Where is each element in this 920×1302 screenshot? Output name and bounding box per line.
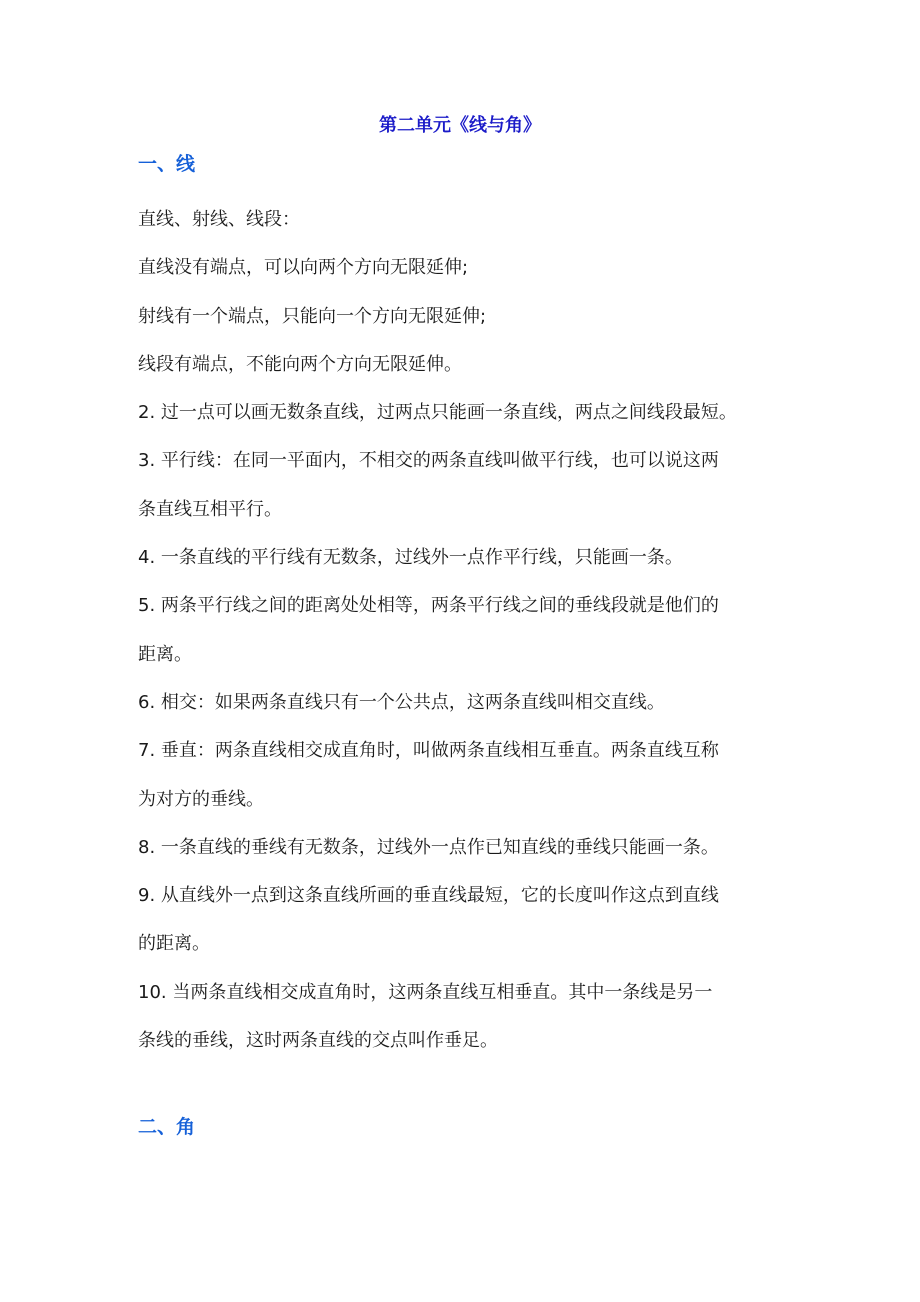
text-line: 直线、射线、线段： [138,209,300,230]
text-line: 直线没有端点，可以向两个方向无限延伸; [138,257,469,279]
text-line: 5. 两条平行线之间的距离处处相等，两条平行线之间的垂线段就是他们的 [138,595,719,617]
text-line: 条直线互相平行。 [138,498,282,520]
text-line: 2. 过一点可以画无数条直线，过两点只能画一条直线，两点之间线段最短。 [138,402,737,424]
text-line: 为对方的垂线。 [138,788,264,810]
section-heading-angles: 二、角 [138,1116,196,1138]
section-lines-body [138,196,798,1065]
text-line: 6. 相交：如果两条直线只有一个公共点，这两条直线叫相交直线。 [138,691,665,713]
text-line: 10. 当两条直线相交成直角时，这两条直线互相垂直。其中一条线是另一 [138,981,713,1003]
text-line: 3. 平行线：在同一平面内，不相交的两条直线叫做平行线，也可以说这两 [138,450,719,472]
text-line: 线段有端点，不能向两个方向无限延伸。 [138,353,462,375]
document-title: 第二单元《线与角》 [379,115,541,136]
text-line: 7. 垂直：两条直线相交成直角时，叫做两条直线相互垂直。两条直线互称 [138,740,719,762]
text-line: 距离。 [138,643,192,665]
section-heading-lines: 一、线 [138,153,196,175]
text-line: 条线的垂线，这时两条直线的交点叫作垂足。 [138,1030,498,1052]
text-line: 的距离。 [138,933,210,955]
text-line: 射线有一个端点，只能向一个方向无限延伸; [138,305,487,327]
text-line: 9. 从直线外一点到这条直线所画的垂直线最短，它的长度叫作这点到直线 [138,885,719,907]
text-line: 8. 一条直线的垂线有无数条，过线外一点作已知直线的垂线只能画一条。 [138,836,719,858]
text-line: 4. 一条直线的平行线有无数条，过线外一点作平行线，只能画一条。 [138,547,683,569]
